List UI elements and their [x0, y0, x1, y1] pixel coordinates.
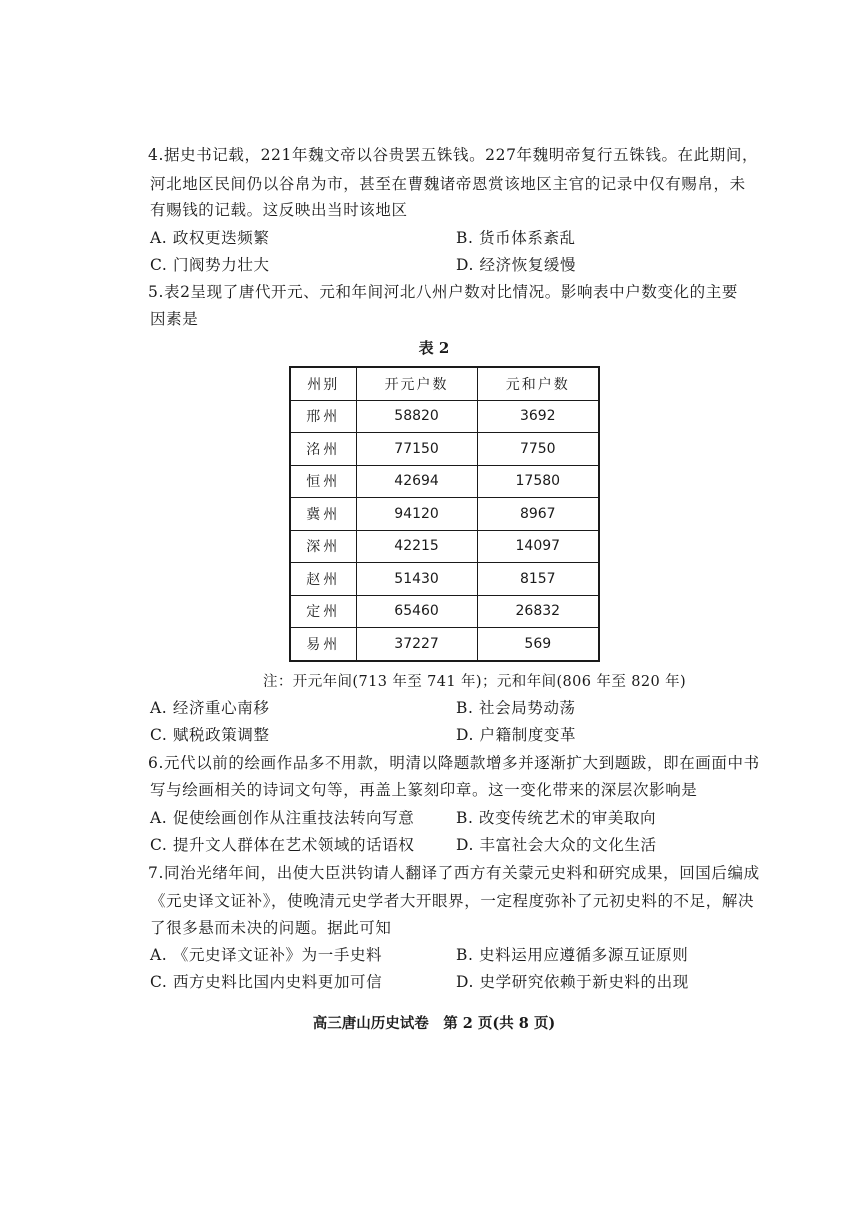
table-cell: 65460 — [356, 595, 477, 628]
table-row — [290, 433, 599, 466]
table-row — [290, 563, 599, 596]
table-header-cell: 州别 — [290, 367, 356, 400]
table-cell: 8157 — [477, 563, 599, 596]
table-cell: 7750 — [477, 433, 599, 466]
table-cell: 569 — [477, 628, 599, 661]
table-cell: 赵州 — [290, 563, 356, 596]
table-cell: 8967 — [477, 498, 599, 531]
question-7-line-1: 7.同治光绪年间，出使大臣洪钧请人翻译了西方有关蒙元史料和研究成果，回国后编成 — [148, 864, 760, 882]
question-5-option-a: A. 经济重心南移 — [150, 699, 270, 717]
table-cell: 42215 — [356, 530, 477, 563]
question-6-option-b: B. 改变传统艺术的审美取向 — [456, 809, 657, 827]
question-4-line-3: 有赐钱的记载。这反映出当时该地区 — [150, 201, 408, 219]
question-7-line-3: 了很多悬而未决的问题。据此可知 — [150, 919, 392, 937]
question-4-line-2: 河北地区民间仍以谷帛为市，甚至在曹魏诸帝恩赏该地区主官的记录中仅有赐帛，未 — [150, 175, 746, 193]
household-table — [289, 366, 600, 662]
table-cell: 17580 — [477, 465, 599, 498]
question-5-line-2: 因素是 — [150, 310, 199, 328]
question-6-option-a: A. 促使绘画创作从注重技法转向写意 — [150, 809, 415, 827]
table-row — [290, 465, 599, 498]
table-caption: 表 2 — [418, 339, 450, 357]
table-header-cell: 开元户数 — [356, 367, 477, 400]
table-cell: 77150 — [356, 433, 477, 466]
table-cell: 深州 — [290, 530, 356, 563]
table-row — [290, 595, 599, 628]
table-cell: 37227 — [356, 628, 477, 661]
table-row — [290, 628, 599, 661]
question-5-option-c: C. 赋税政策调整 — [150, 726, 270, 744]
table-row — [290, 400, 599, 433]
table-cell: 51430 — [356, 563, 477, 596]
question-4-option-b: B. 货币体系紊乱 — [456, 229, 576, 247]
question-6-line-1: 6.元代以前的绘画作品多不用款，明清以降题款增多并逐渐扩大到题跋，即在画面中书 — [148, 754, 760, 772]
table-row — [290, 530, 599, 563]
table-cell: 26832 — [477, 595, 599, 628]
table-cell: 洺州 — [290, 433, 356, 466]
table-cell: 14097 — [477, 530, 599, 563]
question-7-option-c: C. 西方史料比国内史料更加可信 — [150, 973, 383, 991]
question-4-option-d: D. 经济恢复缓慢 — [456, 256, 577, 274]
table-cell: 3692 — [477, 400, 599, 433]
question-7-option-a: A. 《元史译文证补》为一手史料 — [150, 946, 383, 964]
table-note: 注：开元年间(713 年至 741 年)；元和年间(806 年至 820 年) — [263, 674, 687, 690]
question-7-line-2: 《元史译文证补》，使晚清元史学者大开眼界，一定程度弥补了元初史料的不足，解决 — [150, 892, 755, 910]
question-5-line-1: 5.表2呈现了唐代开元、元和年间河北八州户数对比情况。影响表中户数变化的主要 — [148, 283, 738, 301]
table-header-cell: 元和户数 — [477, 367, 599, 400]
table-cell: 恒州 — [290, 465, 356, 498]
table-row — [290, 498, 599, 531]
question-5-option-d: D. 户籍制度变革 — [456, 726, 577, 744]
table-cell: 42694 — [356, 465, 477, 498]
question-7-option-d: D. 史学研究依赖于新史料的出现 — [456, 973, 689, 991]
question-5-option-b: B. 社会局势动荡 — [456, 699, 576, 717]
table-cell: 易州 — [290, 628, 356, 661]
table-cell: 94120 — [356, 498, 477, 531]
question-4-option-a: A. 政权更迭频繁 — [150, 229, 270, 247]
table-header-row — [290, 367, 599, 400]
page-footer: 高三唐山历史试卷 第 2 页(共 8 页) — [312, 1015, 556, 1032]
question-4-line-1: 4.据史书记载，221年魏文帝以谷贵罢五铢钱。227年魏明帝复行五铢钱。在此期间， — [148, 146, 759, 164]
question-6-option-c: C. 提升文人群体在艺术领域的话语权 — [150, 836, 415, 854]
table-cell: 58820 — [356, 400, 477, 433]
question-6-option-d: D. 丰富社会大众的文化生活 — [456, 836, 657, 854]
table-cell: 定州 — [290, 595, 356, 628]
question-7-option-b: B. 史料运用应遵循多源互证原则 — [456, 946, 689, 964]
question-6-line-2: 写与绘画相关的诗词文句等，再盖上篆刻印章。这一变化带来的深层次影响是 — [150, 781, 698, 799]
table-cell: 邢州 — [290, 400, 356, 433]
question-4-option-c: C. 门阀势力壮大 — [150, 256, 270, 274]
table-cell: 冀州 — [290, 498, 356, 531]
